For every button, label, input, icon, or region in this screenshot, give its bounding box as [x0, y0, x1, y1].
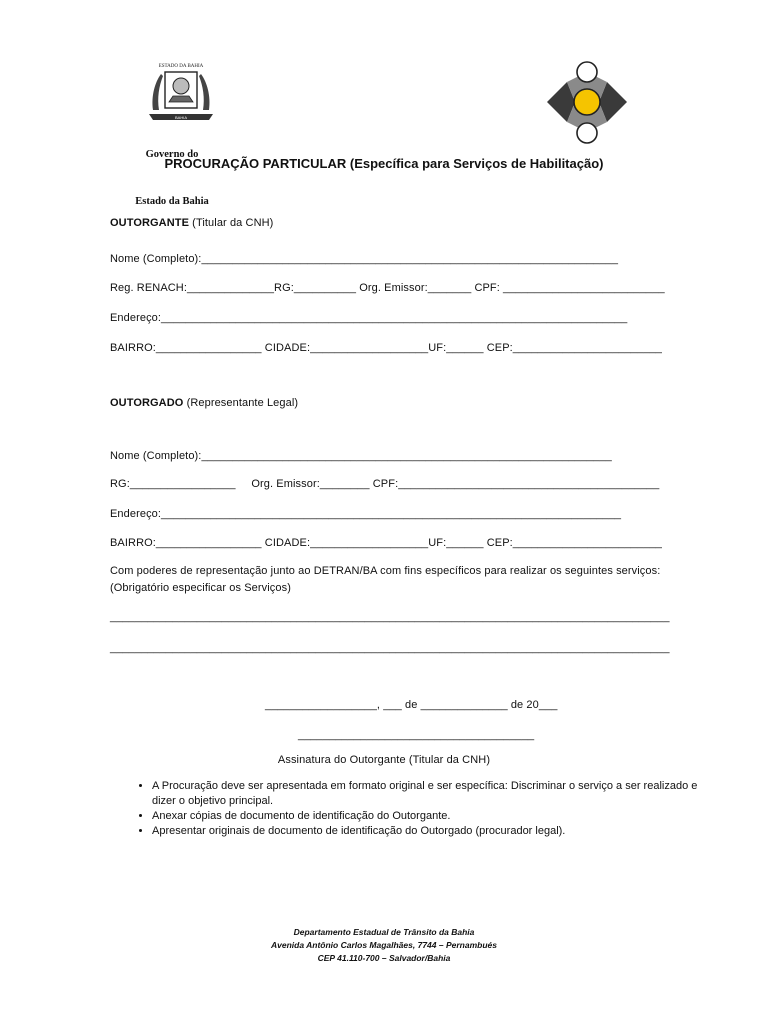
seal-top-text: ESTADO DA BAHIA — [158, 64, 204, 69]
coat-of-arms-icon — [141, 58, 221, 126]
outorgado-heading — [110, 397, 298, 409]
seal-caption-line2: Estado da Bahia — [135, 196, 209, 207]
outorgado-endereco-field[interactable]: Endereço:__________________________________________________________________________ — [110, 508, 622, 520]
footer-line-1: Departamento Estadual de Trânsito da Bahia — [293, 927, 475, 937]
bahia-seal-logo — [132, 40, 212, 207]
seal-banner-text: BAHIA — [174, 115, 187, 120]
list-item: • Apresentar originais de documento de identificação do Outorgado (procurador legal). — [152, 824, 712, 839]
list-item: • A Procuração deve ser apresentada em formato original e ser específica: Discriminar o serviço a ser realizado e dizer o objetivo principal. — [152, 779, 712, 809]
signature-caption: Assinatura do Outorgante (Titular da CNH) — [277, 754, 491, 766]
page-title: PROCURAÇÃO PARTICULAR (Específica para Serviços de Habilitação) — [164, 156, 604, 171]
outorgante-endereco-field[interactable]: Endereço:___________________________________________________________________________ — [110, 312, 628, 324]
outorgante-heading-label: OUTORGANTE — [110, 217, 190, 229]
notes-list — [128, 779, 712, 839]
outorgado-rg-field[interactable]: RG:_________________ Org. Emissor:________ CPF:__________________________________________ — [110, 478, 660, 490]
outorgado-bairro-field[interactable]: BAIRRO:_________________ CIDADE:___________________UF:______ CEP:________________________ — [110, 537, 663, 549]
poderes-text: Com poderes de representação junto ao DETRAN/BA com fins específicos para realizar os seguintes serviços: — [110, 565, 661, 577]
seal-caption-line1: Governo do — [145, 149, 199, 160]
outorgante-nome-field[interactable]: Nome (Completo):___________________________________________________________________ — [110, 253, 619, 265]
outorgante-subheading: (Titular da CNH) — [189, 217, 274, 229]
poderes-note: (Obrigatório especificar os Serviços) — [110, 582, 291, 594]
detran-emblem-icon — [545, 58, 629, 146]
servicos-blank-line-2[interactable]: __________________________________________________________________________________________ — [110, 642, 670, 654]
outorgante-heading — [110, 217, 273, 229]
footer-line-3: CEP 41.110-700 – Salvador/Bahia — [317, 953, 451, 963]
outorgado-nome-field[interactable]: Nome (Completo):__________________________________________________________________ — [110, 450, 612, 462]
servicos-blank-line-1[interactable]: __________________________________________________________________________________________ — [110, 611, 670, 623]
outorgante-renach-field[interactable]: Reg. RENACH:______________RG:__________ Org. Emissor:_______ CPF: __________________________ — [110, 282, 665, 294]
detran-logo — [536, 40, 620, 128]
outorgado-subheading: (Representante Legal) — [183, 397, 299, 409]
outorgante-bairro-field[interactable]: BAIRRO:_________________ CIDADE:___________________UF:______ CEP:________________________ — [110, 342, 663, 354]
signature-line[interactable]: ______________________________________ — [298, 729, 535, 741]
footer-line-2: Avenida Antônio Carlos Magalhães, 7744 – Pernambués — [271, 940, 497, 950]
list-item: • Anexar cópias de documento de identificação do Outorgante. — [152, 809, 712, 824]
outorgado-heading-label: OUTORGADO — [110, 397, 184, 409]
date-line[interactable]: __________________, ___ de ______________ de 20___ — [265, 699, 558, 711]
